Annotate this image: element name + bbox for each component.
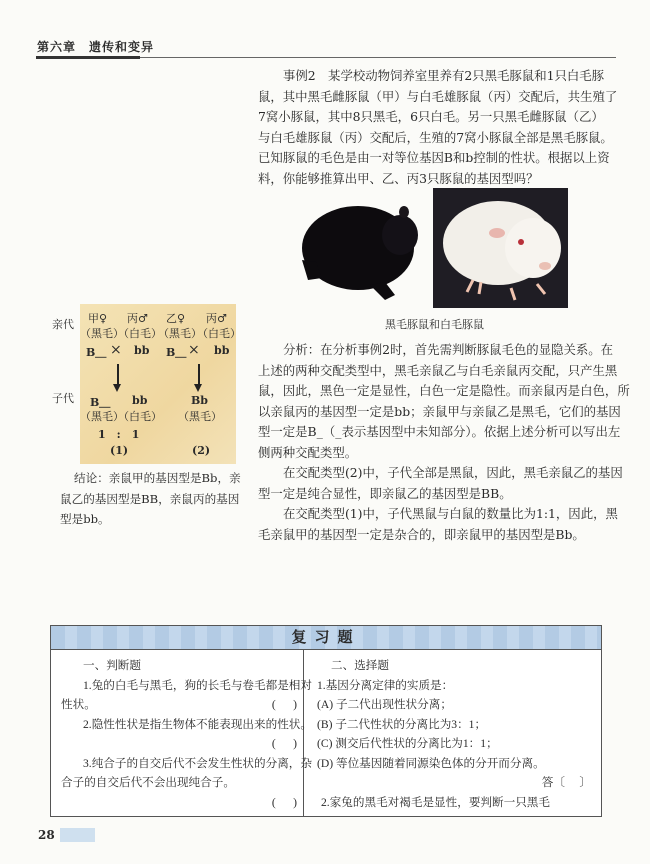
text-line: 7窝小豚鼠，其中8只黑毛，6只白毛。另一只黑毛雌豚鼠（乙） (258, 109, 604, 124)
cross-symbol: × (110, 342, 122, 358)
text-line: 上述的两种交配类型中，黑毛亲鼠乙与白毛亲鼠丙交配，只产生黑 (258, 362, 618, 378)
section-heading: 一、判断题 (83, 659, 141, 672)
cross-symbol: × (188, 342, 200, 358)
trait: （白毛） (118, 327, 162, 340)
answer-blank[interactable]: ( ) (271, 737, 297, 750)
text-line: 型一定是B_（_表示基因型中未知部分）。依据上述分析可以写出左 (258, 424, 621, 439)
genotype: bb (214, 344, 230, 357)
question-text: 2.家兔的黑毛对褐毛是显性，要判断一只黑毛 (321, 795, 550, 809)
question-text: 性状。 (61, 698, 96, 711)
text-line: 事例2 某学校动物饲养室里养有2只黑毛豚鼠和1只白毛豚 (283, 68, 605, 83)
text-line: 型是bb。 (60, 512, 110, 526)
arrow-down-icon (117, 364, 119, 386)
parent-bing: 丙♂ (206, 312, 227, 325)
cross-id: (2) (192, 444, 211, 457)
text-line: 结论：亲鼠甲的基因型是Bb，亲 (74, 471, 241, 485)
trait: （白毛） (118, 410, 162, 423)
question-text: 1.兔的白毛与黑毛，狗的长毛与卷毛都是相对 (83, 678, 312, 692)
text-line: 已知豚鼠的毛色是由一对等位基因B和b控制的性状。根据以上资 (258, 150, 610, 165)
option-b: (B) 子二代性状的分离比为3：1； (317, 717, 487, 731)
text-line: 料，你能够推算出甲、乙、丙3只豚鼠的基因型吗？ (258, 170, 539, 186)
answer-blank[interactable]: 答〔 〕 (541, 776, 591, 789)
cross-diagram (80, 304, 241, 464)
text-line: 以亲鼠丙的基因型一定是bb；亲鼠甲与亲鼠乙是黑毛，它们的基因 (258, 403, 621, 419)
text-line: 侧两种交配类型。 (258, 444, 358, 460)
offspring-generation-label: 子代 (52, 392, 74, 405)
ratio: 1 : 1 (98, 428, 140, 441)
trait: （黑毛） (178, 410, 222, 423)
trait: （黑毛） (158, 327, 202, 340)
text-line: 分析：在分析事例2时，首先需判断豚鼠毛色的显隐关系。在 (283, 342, 614, 357)
text-line: 毛亲鼠甲的基因型一定是杂合的，即亲鼠甲的基因型是Bb。 (258, 526, 585, 542)
conclusion-paragraph (60, 468, 240, 530)
genotype: B＿ (166, 346, 187, 359)
answer-blank[interactable]: ( ) (271, 795, 297, 809)
trait: （黑毛） (80, 327, 124, 340)
question-text: 1.基因分离定律的实质是： (317, 678, 454, 692)
option-c: (C) 测交后代性状的分离比为1：1； (317, 737, 498, 750)
text-line: 鼠乙的基因型是BB，亲鼠丙的基因 (60, 491, 240, 506)
page-number: 28 (38, 828, 95, 842)
option-d: (D) 等位基因随着同源染色体的分开而分离。 (317, 756, 545, 770)
analysis-paragraph (258, 340, 630, 545)
section-heading: 二、选择题 (331, 659, 389, 672)
parent-yi: 乙♀ (166, 312, 186, 325)
trait: （黑毛） (80, 410, 124, 423)
chapter-header: 第六章 遗传和变异 (37, 40, 155, 54)
genotype: Bb (191, 394, 208, 407)
white-guinea-pig-photo (433, 188, 568, 308)
multiple-choice-section (317, 656, 591, 812)
genotype: bb (134, 344, 150, 357)
text-line: 鼠，因此，黑色一定是显性，白色一定是隐性。而亲鼠丙是白色，所 (258, 383, 630, 398)
option-a: (A) 子二代出现性状分离； (317, 698, 452, 711)
genotype: bb (132, 394, 148, 407)
answer-blank[interactable]: ( ) (271, 698, 297, 711)
text-line: 与白毛雄豚鼠（丙）交配后，生殖的7窝小豚鼠全部是黑毛豚鼠。 (258, 129, 613, 145)
genotype: B＿ (86, 346, 107, 359)
arrow-down-icon (198, 364, 200, 386)
question-text: 2.隐性性状是指生物体不能表现出来的性状。 (83, 717, 312, 731)
text-line: 在交配类型(2)中，子代全部是黑鼠，因此，黑毛亲鼠乙的基因 (283, 465, 623, 480)
review-questions-box (50, 625, 602, 817)
cross-id: (1) (110, 444, 129, 457)
review-title: 复习题 (51, 626, 601, 650)
trait: （白毛） (197, 327, 241, 340)
black-guinea-pig-photo (300, 190, 420, 305)
text-line: 型一定是纯合显性，即亲鼠乙的基因型是BB。 (258, 485, 512, 501)
text-line: 在交配类型(1)中，子代黑鼠与白鼠的数量比为1:1，因此，黑 (283, 506, 618, 521)
question-text: 3.纯合子的自交后代不会发生性状的分离，杂 (83, 756, 312, 770)
parent-generation-label: 亲代 (52, 318, 74, 331)
case-2-paragraph (258, 66, 618, 189)
text-line: 鼠，其中黑毛雌豚鼠（甲）与白毛雄豚鼠（丙）交配后，共生殖了 (258, 88, 618, 104)
header-rule-accent (36, 56, 140, 59)
parent-jia: 甲♀ (88, 312, 108, 325)
figure-caption: 黑毛豚鼠和白毛豚鼠 (385, 318, 484, 331)
genotype: B＿ (90, 396, 111, 409)
question-text: 合子的自交后代不会出现纯合子。 (61, 776, 235, 789)
parent-bing: 丙♂ (127, 312, 148, 325)
true-false-section (61, 656, 312, 812)
